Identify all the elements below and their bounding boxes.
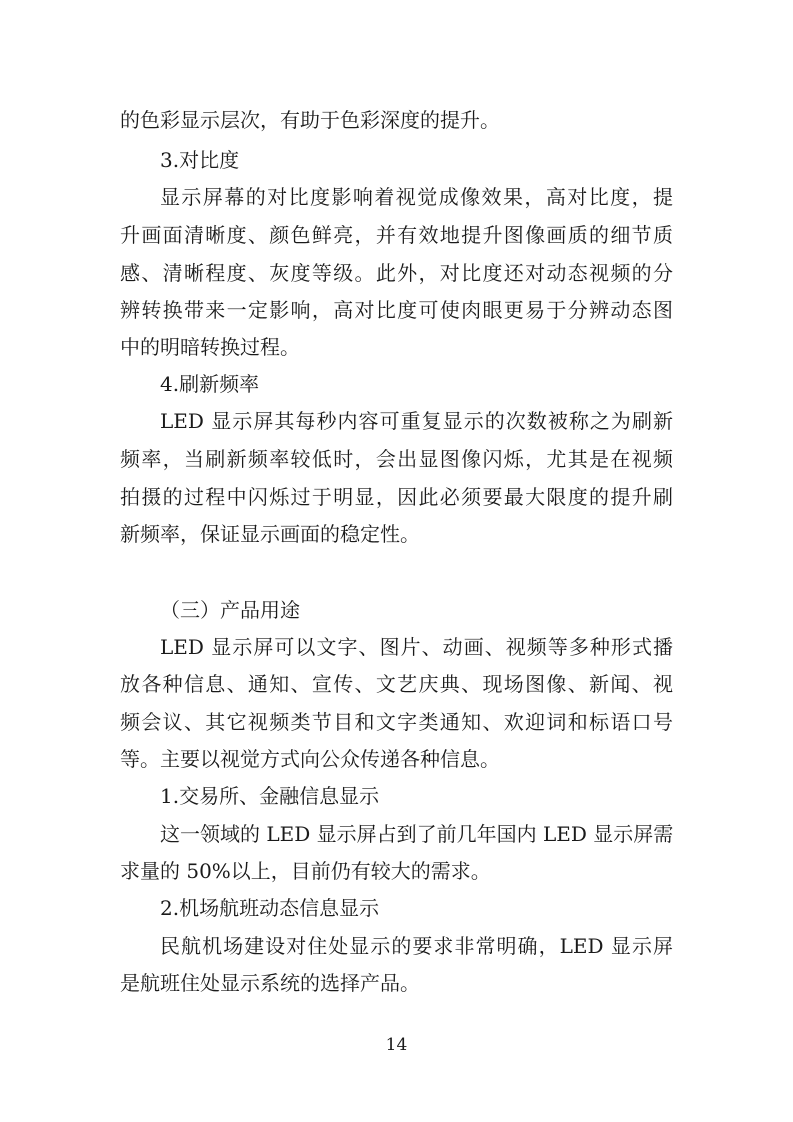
text-line: LED 显示屏可以文字、图片、动画、视频等多种形式播 (160, 635, 673, 659)
text-line: 这一领域的 LED 显示屏占到了前几年国内 LED 显示屏需 (160, 822, 674, 846)
text-line: 是航班住处显示系统的选择产品。 (120, 971, 420, 995)
text-line: 新频率，保证显示画面的稳定性。 (120, 522, 420, 546)
text-line: 中的明暗转换过程。 (120, 335, 300, 359)
text-line: 频率，当刷新频率较低时，会出显图像闪烁，尤其是在视频 (120, 447, 673, 471)
text-line: 等。主要以视觉方式向公众传递各种信息。 (120, 747, 500, 771)
text-line: 的色彩显示层次，有助于色彩深度的提升。 (120, 108, 500, 132)
text-line: 辨转换带来一定影响，高对比度可使肉眼更易于分辨动态图 (120, 298, 673, 322)
text-line: 频会议、其它视频类节目和文字类通知、欢迎词和标语口号 (120, 710, 673, 734)
subheading-refresh-rate: 4.刷新频率 (160, 372, 260, 396)
page-number: 14 (385, 1035, 408, 1055)
section-heading-product-use: （三）产品用途 (160, 598, 300, 622)
subheading-exchange: 1.交易所、金融信息显示 (160, 784, 380, 808)
subheading-contrast: 3.对比度 (160, 148, 240, 172)
text-line: 民航机场建设对住处显示的要求非常明确，LED 显示屏 (160, 934, 673, 958)
text-line: 升画面清晰度、颜色鲜亮，并有效地提升图像画质的细节质 (120, 223, 673, 247)
text-line: 显示屏幕的对比度影响着视觉成像效果，高对比度，提 (160, 185, 673, 209)
text-line: 放各种信息、通知、宣传、文艺庆典、现场图像、新闻、视 (120, 672, 673, 696)
subheading-airport: 2.机场航班动态信息显示 (160, 896, 380, 920)
text-line: 拍摄的过程中闪烁过于明显，因此必须要最大限度的提升刷 (120, 485, 673, 509)
text-line: 感、清晰程度、灰度等级。此外，对比度还对动态视频的分 (120, 261, 673, 285)
text-line: 求量的 50%以上，目前仍有较大的需求。 (120, 859, 491, 883)
text-line: LED 显示屏其每秒内容可重复显示的次数被称之为刷新 (160, 409, 673, 433)
